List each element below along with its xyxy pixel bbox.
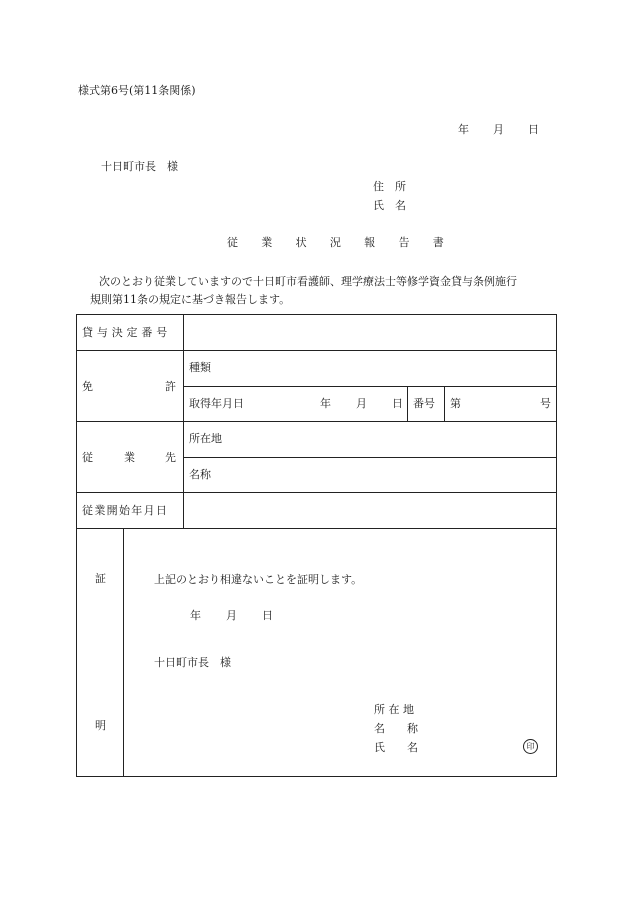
license-label-right: 許	[165, 380, 176, 393]
certification-month: 月	[226, 609, 237, 622]
number-label: 番号	[413, 397, 435, 410]
applicant-name-label: 氏 名	[373, 199, 406, 212]
date-day-label: 日	[528, 123, 539, 136]
employer-address-label: 所在地	[189, 432, 222, 445]
certification-side-top: 証	[95, 572, 106, 585]
acquired-date-label: 取得年月日	[189, 397, 244, 410]
employer-label-2: 業	[124, 451, 135, 464]
certifier-name-label: 名 称	[374, 722, 418, 735]
certifier-person-label: 氏 名	[374, 741, 418, 754]
start-date-label: 従業開始年月日	[82, 504, 169, 517]
number-suffix: 号	[540, 397, 551, 410]
certification-statement: 上記のとおり相違ないことを証明します。	[154, 573, 363, 586]
document-title: 従 業 状 況 報 告 書	[227, 236, 454, 249]
applicant-address-label: 住 所	[373, 180, 406, 193]
body-text-line-1: 次のとおり従業していますので十日町市看護師、理学療法士等修学資金貸与条例施行	[99, 275, 517, 288]
acquired-month-label: 月	[356, 397, 367, 410]
certification-addressee: 十日町市長 様	[154, 656, 231, 669]
license-type-label: 種類	[189, 361, 211, 374]
certifier-location-label: 所 在 地	[374, 703, 414, 716]
number-prefix: 第	[450, 397, 461, 410]
acquired-year-label: 年	[320, 397, 331, 410]
addressee-name: 十日町市長 様	[101, 160, 178, 173]
certification-day: 日	[262, 609, 273, 622]
seal-icon: 印	[523, 739, 538, 754]
certification-year: 年	[190, 609, 201, 622]
body-text-line-2: 規則第11条の規定に基づき報告します。	[90, 293, 291, 306]
loan-number-label: 貸与決定番号	[82, 326, 172, 339]
employer-label-1: 従	[82, 451, 93, 464]
date-month-label: 月	[493, 123, 504, 136]
employer-name-label: 名称	[189, 468, 211, 481]
certification-side-bottom: 明	[95, 719, 106, 732]
date-year-label: 年	[458, 123, 469, 136]
license-label-left: 免	[82, 380, 93, 393]
acquired-day-label: 日	[392, 397, 403, 410]
employer-label-3: 先	[165, 451, 176, 464]
form-number: 様式第6号(第11条関係)	[78, 84, 196, 97]
